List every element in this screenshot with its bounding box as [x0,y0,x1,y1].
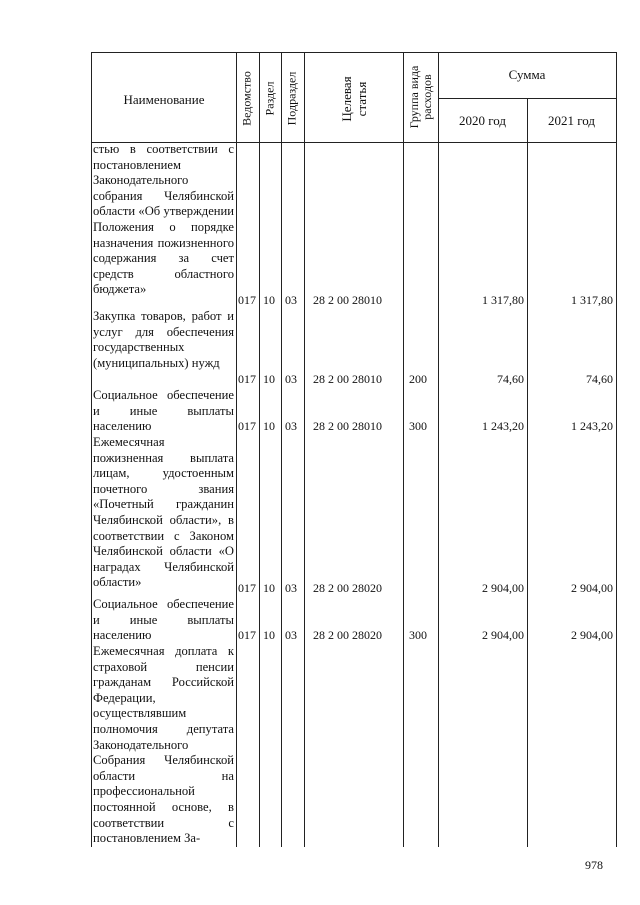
header-target: Целевая статья [339,76,369,122]
row-2-y2021: 1 243,20 [571,419,613,433]
header-sum: Сумма [508,67,546,82]
row-1-cs: 28 2 00 28010 [313,372,382,386]
row-4-pod: 03 [285,628,297,642]
col-border-grp [403,52,404,847]
row-0-raz: 10 [263,293,275,307]
col-border-cs [304,52,305,847]
row-1-y2021: 74,60 [586,372,613,386]
row-4-y2021: 2 904,00 [571,628,613,642]
col-border-right [616,52,617,847]
row-2-ved: 017 [238,419,256,433]
row-4-name: Социальное обеспечение и иные выплаты населению [93,597,234,643]
row-4-ved: 017 [238,628,256,642]
row-4-cs: 28 2 00 28020 [313,628,382,642]
header-year-2021: 2021 год [548,113,595,128]
row-2-grp: 300 [409,419,427,433]
header-vedomstvo: Ведомство [239,71,254,126]
col-border-left [91,52,92,847]
row-5-name: Ежемесячная доплата к страховой пенсии гражданам Российской Федерации, осуществлявшим полномочия депутата Законодательного Собрания Челябинской области на профессиональной постоянной основе, в соответствии с постановлением За- [93,644,234,846]
row-3-y2021: 2 904,00 [571,581,613,595]
col-border-raz [259,52,260,847]
row-4-grp: 300 [409,628,427,642]
row-1-raz: 10 [263,372,275,386]
row-2-name: Социальное обеспечение и иные выплаты населению [93,388,234,434]
row-1-name: Закупка товаров, работ и услуг для обеспечения государственных (муниципальных) нужд [93,309,234,370]
row-2-raz: 10 [263,419,275,433]
row-3-ved: 017 [238,581,256,595]
row-0-ved: 017 [238,293,256,307]
row-3-name: Ежемесячная пожизненная выплата лицам, удостоенным почетного звания «Почетный гражданин Челябинской области», в соответствии с Законом Челябинской области «О наградах Челябинской области» [93,435,234,590]
row-3-pod: 03 [285,581,297,595]
col-border-y2020 [438,52,439,847]
row-0-y2021: 1 317,80 [571,293,613,307]
row-1-ved: 017 [238,372,256,386]
header-group: Группа вида расходов [407,65,434,129]
row-3-cs: 28 2 00 28020 [313,581,382,595]
row-2-y2020: 1 243,20 [482,419,524,433]
row-1-pod: 03 [285,372,297,386]
row-2-pod: 03 [285,419,297,433]
row-0-name: стью в соответствии с постановлением Законодательного собрания Челябинской области «Об утверждении Положения о порядке назначения пожизненного содержания за счет средств областного бюджета» [93,142,234,297]
col-border-pod [281,52,282,847]
row-3-raz: 10 [263,581,275,595]
row-3-y2020: 2 904,00 [482,581,524,595]
row-0-pod: 03 [285,293,297,307]
row-2-cs: 28 2 00 28010 [313,419,382,433]
table-top-border [91,52,617,53]
page-number: 978 [585,858,603,872]
header-name: Наименование [123,92,205,107]
row-0-y2020: 1 317,80 [482,293,524,307]
row-4-raz: 10 [263,628,275,642]
row-0-cs: 28 2 00 28010 [313,293,382,307]
header-podrazdel: Подраздел [284,71,299,126]
row-4-y2020: 2 904,00 [482,628,524,642]
row-1-grp: 200 [409,372,427,386]
header-razdel: Раздел [262,81,277,116]
header-year-2020: 2020 год [459,113,506,128]
col-border-y2021 [527,98,528,847]
col-border-ved [236,52,237,847]
row-1-y2020: 74,60 [497,372,524,386]
